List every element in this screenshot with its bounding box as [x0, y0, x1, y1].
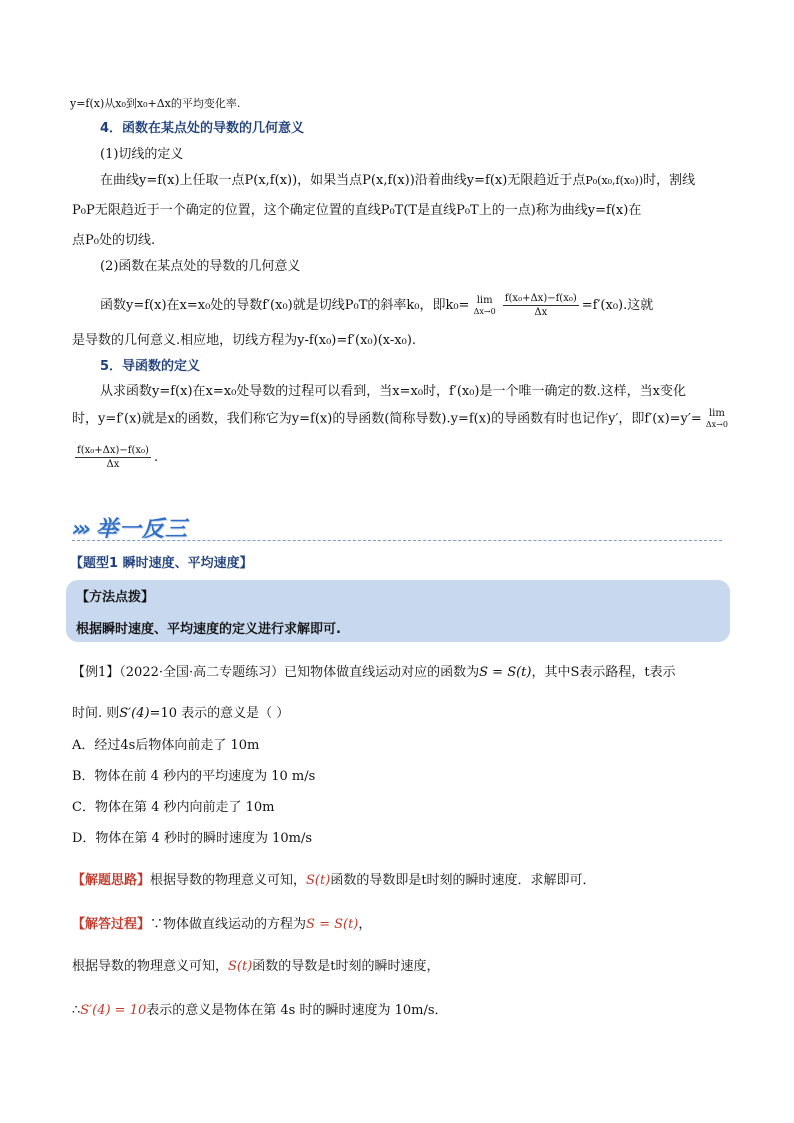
- example-text-c: 时间. 则: [72, 706, 120, 721]
- section-banner: [72, 512, 188, 543]
- formula-s-of-t-2: S(t): [228, 959, 253, 974]
- solution-idea-label: 【解题思路】: [72, 873, 151, 888]
- tangent-definition-subheading: (1)切线的定义: [100, 147, 184, 162]
- derivative-function-line-1: 从求函数y=f(x)在x=x₀处导数的过程可以看到，当x=x₀时，f′(x₀)是一个唯一确定的数.这样，当x变化: [100, 384, 686, 399]
- option-c[interactable]: C．物体在第 4 秒内向前走了 10m: [72, 800, 275, 815]
- derivative-function-line-3: [72, 444, 158, 471]
- geometric-meaning-line-1: [100, 292, 653, 319]
- point-p0: P₀(x₀,f(x₀)): [585, 174, 644, 187]
- process-text-d: 函数的导数是t时刻的瞬时速度，: [252, 959, 440, 974]
- example-line-1: [72, 664, 676, 682]
- limit-symbol: [474, 295, 496, 317]
- avg-rate-line: [70, 95, 240, 113]
- option-d[interactable]: D．物体在第 4 秒时的瞬时速度为 10m/s: [72, 831, 313, 846]
- tangent-equation-line: 是导数的几何意义.相应地，切线方程为y-f(x₀)=f′(x₀)(x-x₀).: [72, 333, 417, 348]
- section-4-heading: 4．函数在某点处的导数的几何意义: [100, 121, 305, 136]
- process-text-e: 表示的意义是物体在第 4s 时的瞬时速度为 10m/s．: [146, 1003, 448, 1018]
- solution-process-line-2: [72, 958, 440, 976]
- section-5-heading: 5．导函数的定义: [100, 359, 201, 374]
- formula-s-prime-4-eq: S′(4) = 10: [80, 1003, 147, 1018]
- solution-idea-line: [72, 872, 596, 890]
- tangent-paragraph-line-1: [100, 172, 695, 190]
- process-text-c: 根据导数的物理意义可知，: [72, 959, 229, 974]
- tangent-text-b: 时，割线: [643, 173, 696, 188]
- example-text-b: ，其中S表示路程，t表示: [531, 665, 676, 680]
- geometric-meaning-subheading: (2)函数在某点处的导数的几何意义: [100, 259, 301, 274]
- question-type-heading: 【题型1 瞬时速度、平均速度】: [70, 556, 253, 571]
- formula-s-of-t-process: S = S(t): [306, 917, 359, 932]
- idea-text-b: 函数的导数即是t时刻的瞬时速度．求解即可．: [330, 873, 596, 888]
- frac-denominator: Δx: [534, 307, 548, 318]
- lim-subscript-2: Δx→0: [705, 420, 728, 429]
- tangent-paragraph-line-2: [72, 202, 641, 220]
- banner-title: 举一反三: [95, 517, 188, 542]
- tangent-paragraph-line-3: 点P₀处的切线.: [72, 233, 156, 248]
- lim-word: lim: [476, 294, 493, 306]
- formula-s-of-t-idea: S(t): [306, 873, 331, 888]
- formula-s-of-t: S = S(t): [479, 665, 532, 680]
- method-body: 根据瞬时速度、平均速度的定义进行求解即可.: [76, 622, 341, 637]
- banner-divider: [72, 540, 722, 541]
- solution-process-line-3: [72, 1002, 448, 1020]
- limit-symbol-2: [706, 408, 728, 430]
- frac-denominator-2: Δx: [106, 459, 120, 470]
- process-text-b: ，: [358, 917, 372, 932]
- option-a[interactable]: A．经过4s后物体向前走了 10m: [72, 738, 260, 753]
- example-line-2: [72, 705, 289, 723]
- example-text-a: 【例1】（2022·全国·高二专题练习）已知物体做直线运动对应的函数为: [72, 665, 480, 680]
- lim-subscript: Δx→0: [473, 306, 496, 316]
- slope-text-end: =f′(x₀).这就: [581, 298, 654, 313]
- solution-process-line-1: [72, 916, 371, 934]
- method-tips-box: [66, 580, 730, 642]
- therefore-symbol: ∴: [72, 1003, 81, 1018]
- period: .: [153, 450, 159, 465]
- process-text-a: ∵物体做直线运动的方程为: [150, 917, 307, 932]
- frac-numerator-2: f(x₀+Δx)−f(x₀): [77, 445, 149, 456]
- lim-word-2: lim: [708, 408, 725, 419]
- derivative-function-line-2: [72, 408, 728, 430]
- idea-text-a: 根据导数的物理意义可知，: [150, 873, 307, 888]
- tangent-text-d: P₀T(T是直线P₀T上的一点)称为曲线y=f(x)在: [380, 203, 642, 218]
- avg-rate-text: y=f(x)从x₀到x₀+Δx的平均变化率.: [70, 97, 241, 110]
- solution-process-label: 【解答过程】: [72, 917, 151, 932]
- example-text-d: =10 表示的意义是（ ）: [149, 706, 290, 721]
- method-title: 【方法点拨】: [76, 590, 155, 605]
- banner-arrows-icon: ›››: [72, 517, 88, 542]
- formula-s-prime-4: S′(4): [119, 706, 150, 721]
- derivative-function-text: 时，y=f′(x)就是x的函数，我们称它为y=f(x)的导函数(简称导数).y=f(x)的导函数有时也记作y′，即f′(x)=y′=: [72, 411, 702, 427]
- difference-quotient-2: [75, 444, 151, 471]
- slope-text: 函数y=f(x)在x=x₀处的导数f′(x₀)就是切线P₀T的斜率k₀，即k₀=: [100, 298, 470, 313]
- option-b[interactable]: B．物体在前 4 秒内的平均速度为 10 m/s: [72, 769, 316, 784]
- tangent-text-a: 在曲线y=f(x)上任取一点P(x,f(x))，如果当点P(x,f(x))沿着曲线y=f(x)无限趋近于点: [100, 173, 586, 188]
- frac-numerator: f(x₀+Δx)−f(x₀): [504, 293, 577, 304]
- difference-quotient: [503, 292, 579, 319]
- tangent-text-c: P₀P无限趋近于一个确定的位置，这个确定位置的直线: [72, 203, 381, 218]
